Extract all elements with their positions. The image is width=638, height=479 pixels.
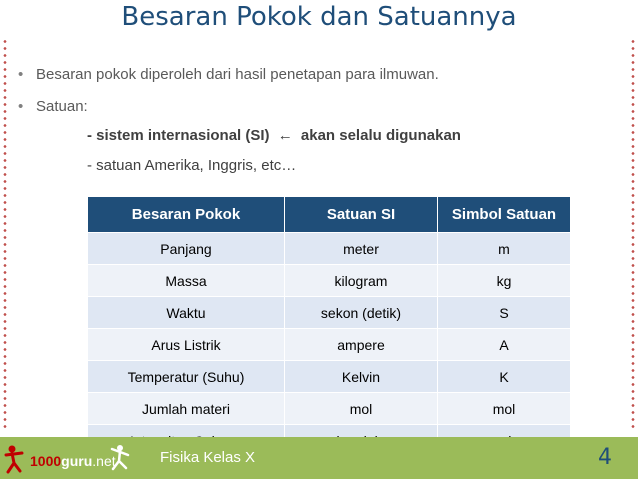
bullet-dot-icon: • [18,98,24,115]
sub-item-other: - satuan Amerika, Inggris, etc… [87,157,297,174]
table-cell: kg [438,265,571,297]
table-header-row [88,197,570,233]
table-row [88,265,570,297]
page-number: 4 [598,445,612,470]
table-cell: Panjang [88,233,285,265]
table-cell: meter [285,233,438,265]
bullet-item [18,66,439,83]
left-dotted-border [3,38,7,428]
header-besaran: Besaran Pokok [88,197,285,233]
table-cell: mol [438,393,571,425]
table-row [88,329,570,361]
si-text: - sistem internasional (SI) [87,127,270,144]
bullet-dot-icon: • [18,66,24,83]
table-row [88,393,570,425]
table-cell: Massa [88,265,285,297]
table-cell: kilogram [285,265,438,297]
header-simbol: Simbol Satuan [438,197,571,233]
bullet-text: Satuan: [36,98,88,115]
logo-guru: guru [61,453,93,469]
table-cell: A [438,329,571,361]
table-cell: m [438,233,571,265]
table-row [88,361,570,393]
logo-net: .net [92,453,116,469]
table-cell: K [438,361,571,393]
table-cell: Jumlah materi [88,393,285,425]
bullet-item [18,98,88,115]
course-label: Fisika Kelas X [160,449,256,466]
table-cell: Kelvin [285,361,438,393]
table-row [88,233,570,265]
si-suffix: akan selalu digunakan [300,127,461,144]
units-table [88,197,570,456]
header-satuan: Satuan SI [285,197,438,233]
sub-item-si [87,127,461,144]
left-arrow-icon: ← [277,127,293,144]
table-cell: Temperatur (Suhu) [88,361,285,393]
slide-title: Besaran Pokok dan Satuannya [121,2,517,32]
table-cell: sekon (detik) [285,297,438,329]
table-cell: mol [285,393,438,425]
table-cell: Waktu [88,297,285,329]
table-cell: ampere [285,329,438,361]
brand-logo [30,453,116,469]
logo-1000: 1000 [30,453,62,469]
table-cell: S [438,297,571,329]
right-dotted-border [631,38,635,428]
table-row [88,297,570,329]
table-cell: Arus Listrik [88,329,285,361]
bullet-text: Besaran pokok diperoleh dari hasil penetapan para ilmuwan. [36,66,439,83]
